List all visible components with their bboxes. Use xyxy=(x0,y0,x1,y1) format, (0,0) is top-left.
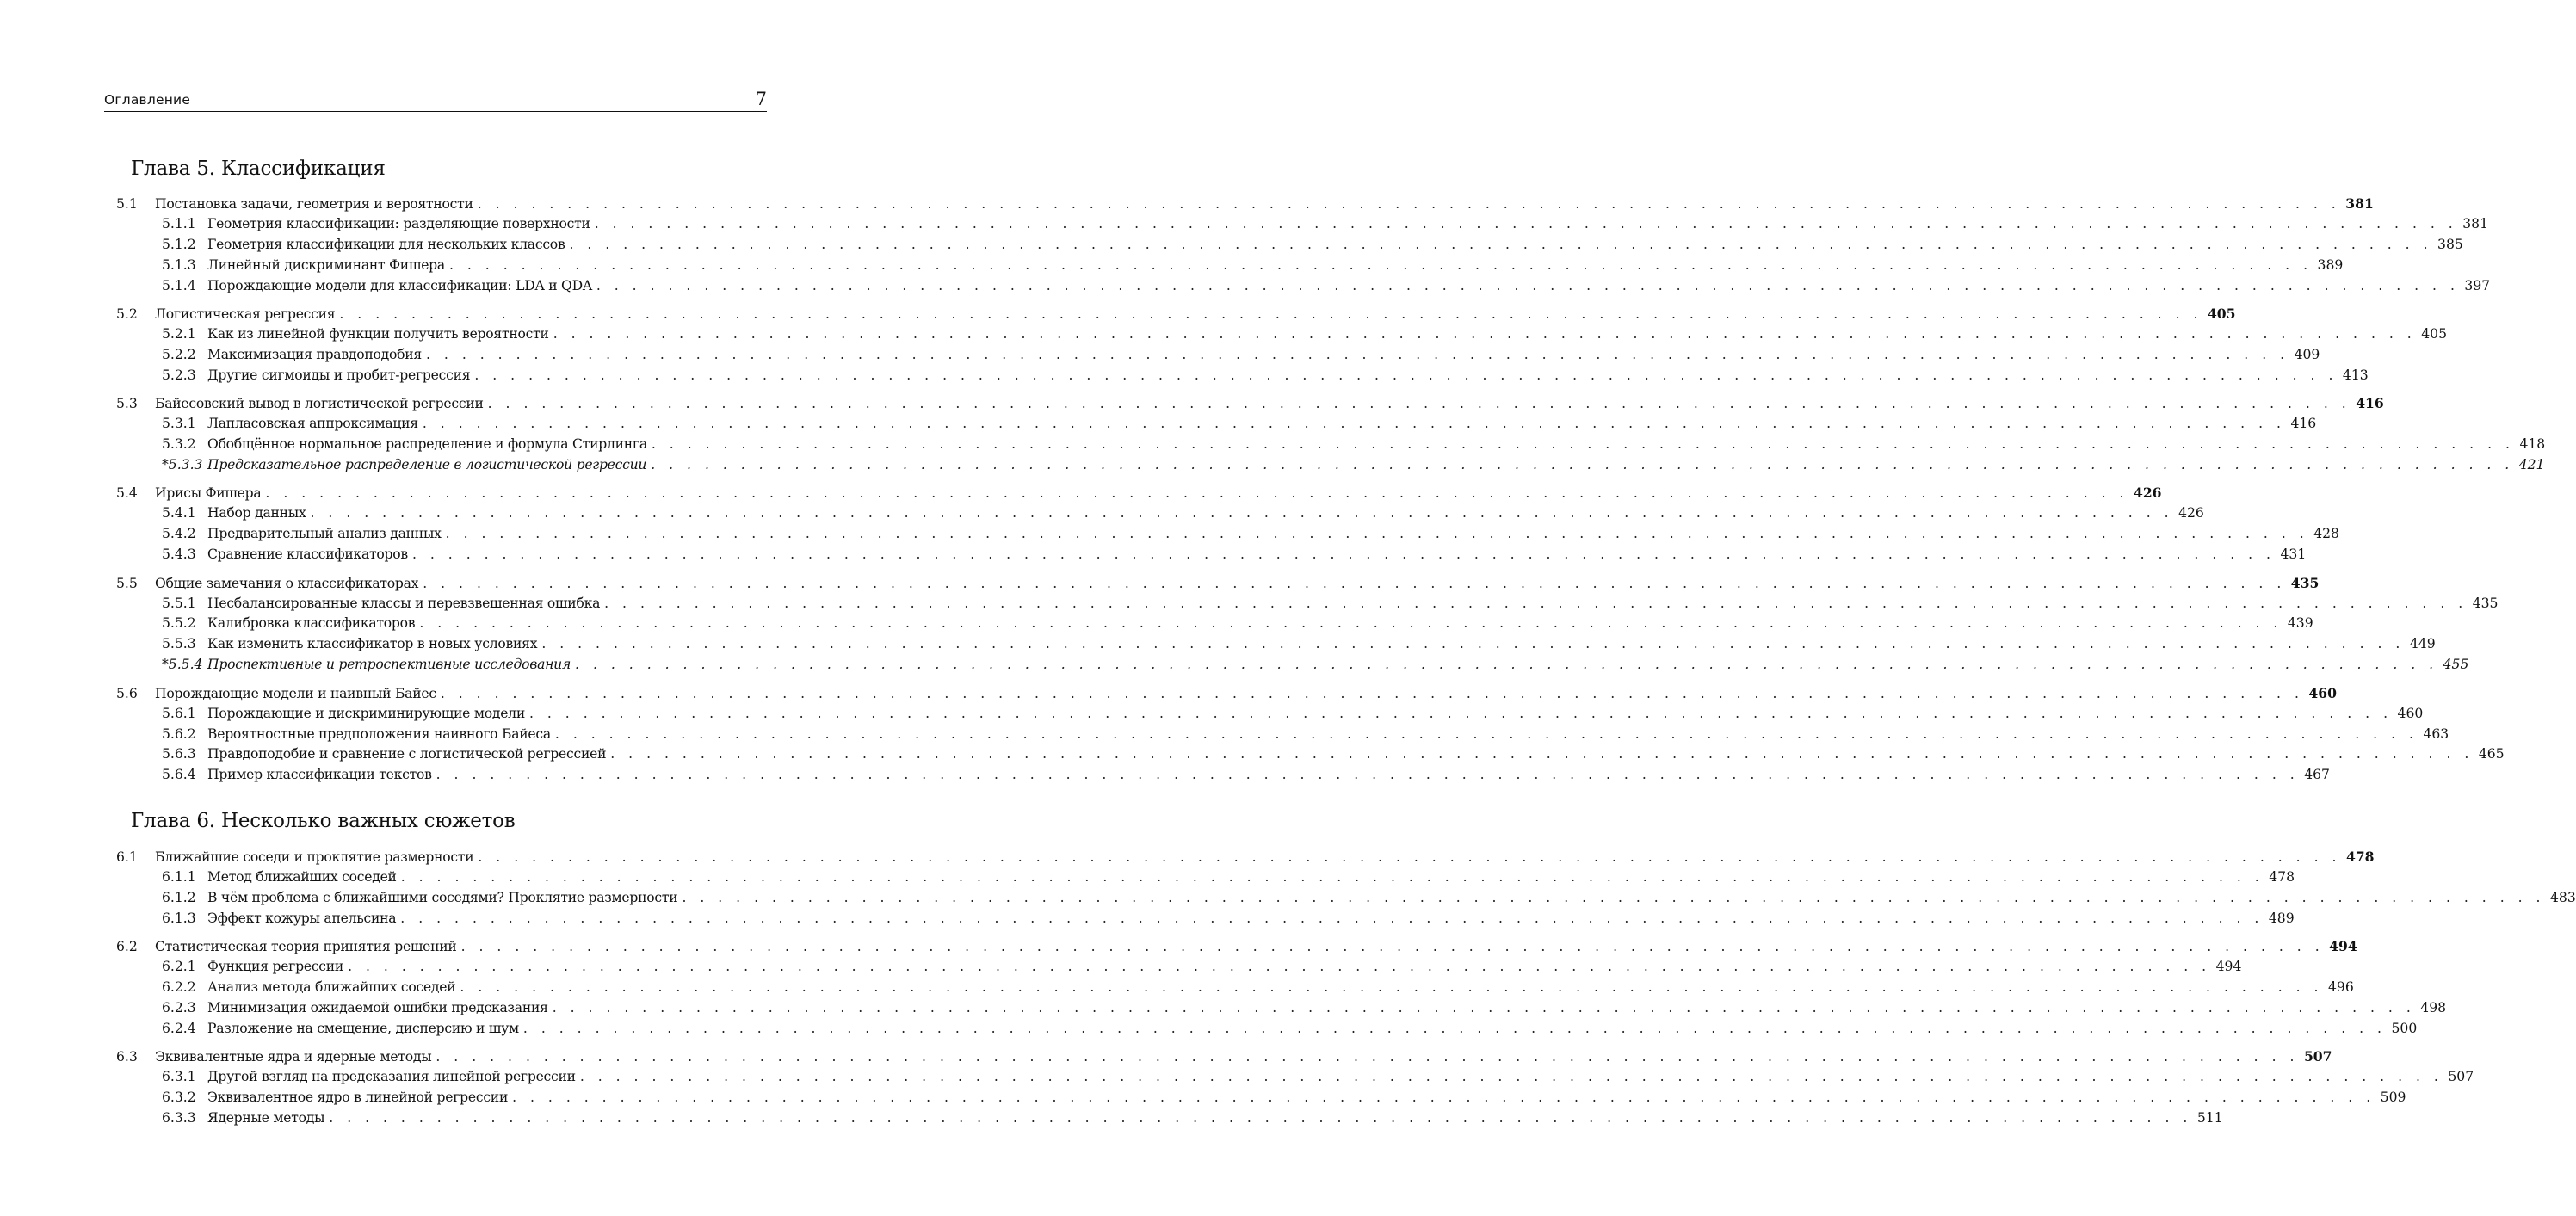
entry-page-number: 439 xyxy=(2287,615,2313,631)
entry-number: 6.3.1 xyxy=(162,1069,196,1084)
entry-page-number: 397 xyxy=(2464,278,2491,293)
dot-leader xyxy=(436,765,2300,785)
entry-title: Вероятностные предположения наивного Байеса xyxy=(207,726,551,742)
entry-page-number: 489 xyxy=(2268,910,2295,926)
dot-leader xyxy=(401,867,2264,887)
entry-title: Другой взгляд на предсказания линейной регрессии xyxy=(207,1069,576,1084)
entry-page-number: 418 xyxy=(2519,436,2546,452)
entry-number: 5.3.1 xyxy=(162,416,196,431)
entry-title: Ближайшие соседи и проклятие размерности xyxy=(155,849,474,865)
entry-title: Ядерные методы xyxy=(207,1110,325,1126)
entry-title: Функция регрессии xyxy=(207,959,344,974)
toc-section-entry[interactable] xyxy=(116,1046,2332,1066)
entry-title: Порождающие модели и наивный Байес xyxy=(155,686,436,701)
dot-leader xyxy=(446,524,2309,544)
entry-title: Как изменить классификатор в новых условиях xyxy=(207,636,538,651)
toc-subsection-entry[interactable] xyxy=(162,867,2295,887)
entry-title: Анализ метода ближайших соседей xyxy=(207,979,456,995)
dot-leader xyxy=(400,909,2264,929)
entry-title: Минимизация ожидаемой ошибки предсказания xyxy=(207,1000,548,1015)
chapter-title: Глава 5. Классификация xyxy=(131,157,386,180)
toc-subsection-entry[interactable] xyxy=(162,655,2469,675)
entry-number: 5.5 xyxy=(116,576,138,591)
entry-number: 6.2.3 xyxy=(162,1000,196,1015)
entry-number: 5.1.2 xyxy=(162,237,196,252)
toc-subsection-entry[interactable] xyxy=(162,1088,2406,1108)
entry-page-number: 455 xyxy=(2443,657,2469,672)
toc-subsection-entry[interactable] xyxy=(162,1019,2418,1039)
entry-page-number: 426 xyxy=(2178,505,2204,521)
entry-number: 6.2.2 xyxy=(162,979,196,995)
toc-subsection-entry[interactable] xyxy=(162,725,2449,744)
entry-title: Геометрия классификации для нескольких классов xyxy=(207,237,565,252)
entry-number: 6.3 xyxy=(116,1049,138,1065)
entry-number: 5.1.1 xyxy=(162,216,196,231)
entry-page-number: 381 xyxy=(2345,195,2374,212)
entry-number: 6.2.4 xyxy=(162,1021,196,1036)
entry-page-number: 465 xyxy=(2478,746,2505,762)
dot-leader xyxy=(474,366,2338,386)
toc-subsection-entry[interactable] xyxy=(162,909,2295,929)
entry-page-number: 421 xyxy=(2518,457,2545,472)
entry-number: 5.6.4 xyxy=(162,767,196,782)
toc-section-entry[interactable] xyxy=(116,194,2374,213)
entry-number: 6.1.2 xyxy=(162,890,196,905)
dot-leader xyxy=(348,957,2211,977)
entry-page-number: 511 xyxy=(2196,1110,2223,1126)
toc-subsection-entry[interactable] xyxy=(162,978,2354,997)
entry-number: 5.1.4 xyxy=(162,278,196,293)
entry-page-number: 416 xyxy=(2290,416,2317,431)
entry-title: Порождающие и дискриминирующие модели xyxy=(207,706,525,721)
toc-subsection-entry[interactable] xyxy=(162,888,2576,908)
dot-leader xyxy=(441,684,2304,704)
entry-page-number: 463 xyxy=(2423,726,2449,742)
entry-page-number: 460 xyxy=(2308,685,2337,701)
dot-leader xyxy=(651,455,2514,475)
toc-section-entry[interactable] xyxy=(116,683,2337,703)
entry-number: 5.2.3 xyxy=(162,367,196,383)
dot-leader xyxy=(555,725,2418,744)
dot-leader xyxy=(553,998,2416,1018)
dot-leader xyxy=(449,256,2313,275)
dot-leader xyxy=(478,194,2341,214)
entry-title: Логистическая регрессия xyxy=(155,306,336,322)
entry-number: 5.6 xyxy=(116,686,138,701)
entry-title: Несбалансированные классы и перевзвешенная ошибка xyxy=(207,596,601,611)
toc-subsection-entry[interactable] xyxy=(162,214,2489,234)
dot-leader xyxy=(580,1067,2443,1087)
toc-section-entry[interactable] xyxy=(116,483,2162,503)
chapter-title: Глава 6. Несколько важных сюжетов xyxy=(131,810,516,832)
toc-subsection-entry[interactable] xyxy=(162,366,2369,386)
dot-leader xyxy=(604,594,2468,614)
dot-leader xyxy=(426,345,2289,365)
toc-section-entry[interactable] xyxy=(116,304,2236,324)
entry-title: Ирисы Фишера xyxy=(155,485,262,501)
dot-leader xyxy=(595,214,2458,234)
dot-leader xyxy=(461,937,2325,957)
entry-number: 5.3 xyxy=(116,396,138,411)
entry-title: Общие замечания о классификаторах xyxy=(155,576,419,591)
dot-leader xyxy=(610,744,2474,764)
entry-title: Предсказательное распределение в логистической регрессии xyxy=(207,457,647,472)
toc-subsection-entry[interactable] xyxy=(162,765,2330,785)
dot-leader xyxy=(412,545,2276,565)
entry-page-number: 428 xyxy=(2313,526,2339,541)
entry-title: Порождающие модели для классификации: LDA и QDA xyxy=(207,278,592,293)
entry-title: Максимизация правдоподобия xyxy=(207,347,423,362)
toc-subsection-entry[interactable] xyxy=(162,744,2505,764)
toc-subsection-entry[interactable] xyxy=(162,634,2436,654)
toc-subsection-entry[interactable] xyxy=(162,324,2448,344)
dot-leader xyxy=(436,1047,2299,1067)
entry-page-number: 449 xyxy=(2409,636,2436,651)
entry-page-number: 435 xyxy=(2290,575,2320,591)
entry-number: 5.4 xyxy=(116,485,138,501)
entry-title: Постановка задачи, геометрия и вероятности xyxy=(155,196,473,212)
entry-title: Метод ближайших соседей xyxy=(207,869,397,885)
toc-subsection-entry[interactable] xyxy=(162,256,2344,275)
dot-leader xyxy=(569,235,2432,255)
entry-title: Лапласовская аппроксимация xyxy=(207,416,418,431)
entry-title: Линейный дискриминант Фишера xyxy=(207,257,445,273)
entry-title: Как из линейной функции получить вероятности xyxy=(207,326,549,342)
dot-leader xyxy=(329,1108,2192,1128)
dot-leader xyxy=(652,435,2515,454)
toc-subsection-entry[interactable] xyxy=(162,435,2546,454)
dot-leader xyxy=(523,1019,2387,1039)
toc-section-entry[interactable] xyxy=(116,393,2384,413)
entry-number: 6.3.3 xyxy=(162,1110,196,1126)
entry-title: Эквивалентное ядро в линейной регрессии xyxy=(207,1089,509,1105)
dot-leader xyxy=(423,414,2286,434)
dot-leader xyxy=(512,1088,2375,1108)
entry-number: 5.5.1 xyxy=(162,596,196,611)
toc-subsection-entry[interactable] xyxy=(162,1067,2474,1087)
entry-title: Статистическая теория принятия решений xyxy=(155,939,457,954)
entry-title: Другие сигмоиды и пробит-регрессия xyxy=(207,367,471,383)
entry-number: 5.4.2 xyxy=(162,526,196,541)
entry-page-number: 507 xyxy=(2448,1069,2474,1084)
entry-title: В чём проблема с ближайшими соседями? Проклятие размерности xyxy=(207,890,678,905)
toc-subsection-entry[interactable] xyxy=(162,414,2317,434)
entry-number: 5.5.3 xyxy=(162,636,196,651)
dot-leader xyxy=(265,484,2128,503)
dot-leader xyxy=(460,978,2323,997)
dot-leader xyxy=(553,324,2417,344)
entry-page-number: 426 xyxy=(2133,485,2162,501)
entry-number: 5.2.1 xyxy=(162,326,196,342)
entry-number: 5.1 xyxy=(116,196,138,212)
entry-page-number: 413 xyxy=(2342,367,2369,383)
entry-page-number: 494 xyxy=(2215,959,2242,974)
entry-title: Калибровка классификаторов xyxy=(207,615,416,631)
toc-section-entry[interactable] xyxy=(116,573,2320,593)
entry-number: 5.6.3 xyxy=(162,746,196,762)
entry-page-number: 409 xyxy=(2294,347,2320,362)
toc-subsection-entry[interactable] xyxy=(162,524,2339,544)
entry-page-number: 478 xyxy=(2345,849,2375,865)
toc-subsection-entry[interactable] xyxy=(162,345,2320,365)
dot-leader xyxy=(541,634,2405,654)
toc-subsection-entry[interactable] xyxy=(162,957,2242,977)
toc-subsection-entry[interactable] xyxy=(162,235,2463,255)
dot-leader xyxy=(529,704,2393,724)
entry-number: 5.2.2 xyxy=(162,347,196,362)
dot-leader xyxy=(339,305,2202,324)
entry-title: Правдоподобие и сравнение с логистической регрессией xyxy=(207,746,607,762)
entry-page-number: 494 xyxy=(2329,938,2357,954)
entry-page-number: 478 xyxy=(2269,869,2295,885)
entry-page-number: 509 xyxy=(2380,1089,2406,1105)
entry-number: 5.3.2 xyxy=(162,436,196,452)
entry-page-number: 435 xyxy=(2472,596,2499,611)
entry-page-number: 405 xyxy=(2207,306,2236,322)
dot-leader xyxy=(423,574,2286,594)
entry-number: *5.5.4 xyxy=(162,657,203,672)
toc-subsection-entry[interactable] xyxy=(162,503,2204,523)
toc-section-entry[interactable] xyxy=(116,936,2357,956)
dot-leader xyxy=(478,848,2341,867)
entry-number: *5.3.3 xyxy=(162,457,203,472)
page-number: 7 xyxy=(755,89,767,109)
entry-page-number: 389 xyxy=(2317,257,2344,273)
running-title: Оглавление xyxy=(104,92,191,108)
toc-subsection-entry[interactable] xyxy=(162,545,2307,565)
entry-page-number: 467 xyxy=(2304,767,2330,782)
toc-section-entry[interactable] xyxy=(116,847,2375,867)
entry-title: Геометрия классификации: разделяющие поверхности xyxy=(207,216,590,231)
entry-title: Проспективные и ретроспективные исследования xyxy=(207,657,571,672)
entry-title: Эффект кожуры апельсина xyxy=(207,910,397,926)
entry-title: Эквивалентные ядра и ядерные методы xyxy=(155,1049,432,1065)
entry-page-number: 405 xyxy=(2421,326,2448,342)
dot-leader xyxy=(575,655,2438,675)
toc-subsection-entry[interactable] xyxy=(162,1108,2223,1128)
entry-number: 5.1.3 xyxy=(162,257,196,273)
entry-number: 6.2.1 xyxy=(162,959,196,974)
toc-subsection-entry[interactable] xyxy=(162,998,2447,1018)
entry-number: 6.3.2 xyxy=(162,1089,196,1105)
entry-title: Предварительный анализ данных xyxy=(207,526,442,541)
entry-number: 6.1.3 xyxy=(162,910,196,926)
entry-title: Сравнение классификаторов xyxy=(207,546,408,562)
entry-number: 6.1 xyxy=(116,849,138,865)
dot-leader xyxy=(311,503,2174,523)
entry-page-number: 385 xyxy=(2437,237,2463,252)
toc-subsection-entry[interactable] xyxy=(162,276,2491,296)
entry-number: 5.4.1 xyxy=(162,505,196,521)
entry-number: 5.4.3 xyxy=(162,546,196,562)
toc-subsection-entry[interactable] xyxy=(162,704,2424,724)
entry-number: 6.1.1 xyxy=(162,869,196,885)
entry-page-number: 507 xyxy=(2303,1048,2332,1065)
entry-number: 5.6.1 xyxy=(162,706,196,721)
entry-title: Байесовский вывод в логистической регрессии xyxy=(155,396,484,411)
entry-number: 5.5.2 xyxy=(162,615,196,631)
entry-page-number: 496 xyxy=(2327,979,2354,995)
entry-page-number: 500 xyxy=(2391,1021,2418,1036)
dot-leader xyxy=(488,394,2351,414)
dot-leader xyxy=(419,614,2283,633)
entry-page-number: 381 xyxy=(2462,216,2489,231)
entry-number: 5.2 xyxy=(116,306,138,322)
entry-page-number: 460 xyxy=(2397,706,2424,721)
entry-title: Обобщённое нормальное распределение и формула Стирлинга xyxy=(207,436,647,452)
entry-title: Набор данных xyxy=(207,505,306,521)
entry-number: 6.2 xyxy=(116,939,138,954)
toc-subsection-entry[interactable] xyxy=(162,455,2545,475)
entry-page-number: 431 xyxy=(2280,546,2307,562)
toc-subsection-entry[interactable] xyxy=(162,614,2313,633)
toc-subsection-entry[interactable] xyxy=(162,594,2499,614)
entry-page-number: 483 xyxy=(2550,890,2576,905)
dot-leader xyxy=(596,276,2460,296)
entry-number: 5.6.2 xyxy=(162,726,196,742)
dot-leader xyxy=(682,888,2545,908)
entry-title: Разложение на смещение, дисперсию и шум xyxy=(207,1021,519,1036)
entry-page-number: 498 xyxy=(2420,1000,2447,1015)
entry-page-number: 416 xyxy=(2356,395,2384,411)
entry-title: Пример классификации текстов xyxy=(207,767,432,782)
page-header xyxy=(104,84,767,112)
